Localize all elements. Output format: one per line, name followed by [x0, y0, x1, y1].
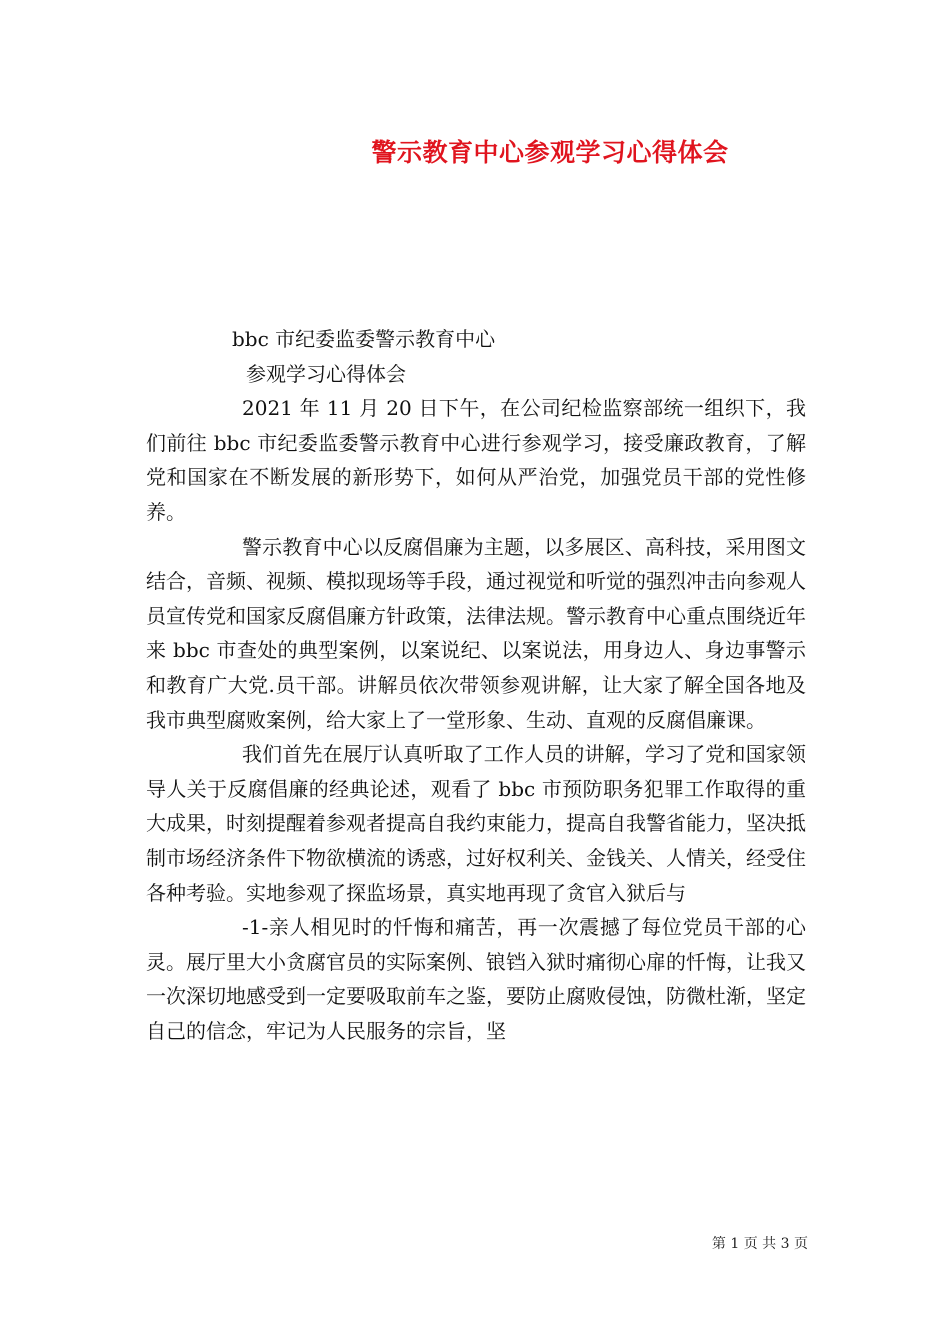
- paragraph-4: -1-亲人相见时的忏悔和痛苦，再一次震撼了每位党员干部的心灵。展厅里大小贪腐官员的实际案例、锒铛入狱时痛彻心扉的忏悔，让我又一次深切地感受到一定要吸取前车之鉴，要防止腐败侵蚀，防微杜渐，坚定自己的信念，牢记为人民服务的宗旨，坚: [146, 915, 806, 1043]
- document-title: 警示教育中心参观学习心得体会: [371, 138, 729, 167]
- page-number: 第 1 页 共 3 页: [711, 1236, 808, 1252]
- subtitle-line-2: 参观学习心得体会: [246, 361, 406, 386]
- document-body: [146, 322, 806, 1048]
- paragraph-1: 2021 年 11 月 20 日下午，在公司纪检监察部统一组织下，我们前往 bbc 市纪委监委警示教育中心进行参观学习，接受廉政教育，了解党和国家在不断发展的新形势下，如何从严治党，加强党员干部的党性修养。: [146, 396, 806, 524]
- paragraph-2: 警示教育中心以反腐倡廉为主题，以多展区、高科技，采用图文结合，音频、视频、模拟现场等手段，通过视觉和听觉的强烈冲击向参观人员宣传党和国家反腐倡廉方针政策，法律法规。警示教育中心重点围绕近年来 bbc 市查处的典型案例，以案说纪、以案说法，用身边人、身边事警示和教育广大党.员干部。讲解员依次带领参观讲解，让大家了解全国各地及我市典型腐败案例，给大家上了一堂形象、生动、直观的反腐倡廉课。: [146, 534, 806, 732]
- subtitle-line-1: bbc 市纪委监委警示教育中心: [232, 327, 496, 351]
- paragraph-3: 我们首先在展厅认真听取了工作人员的讲解，学习了党和国家领导人关于反腐倡廉的经典论述，观看了 bbc 市预防职务犯罪工作取得的重大成果，时刻提醒着参观者提高自我约束能力，提高自我警省能力，坚决抵制市场经济条件下物欲横流的诱惑，过好权利关、金钱关、人情关，经受住各种考验。实地参观了探监场景，真实地再现了贪官入狱后与: [146, 742, 806, 905]
